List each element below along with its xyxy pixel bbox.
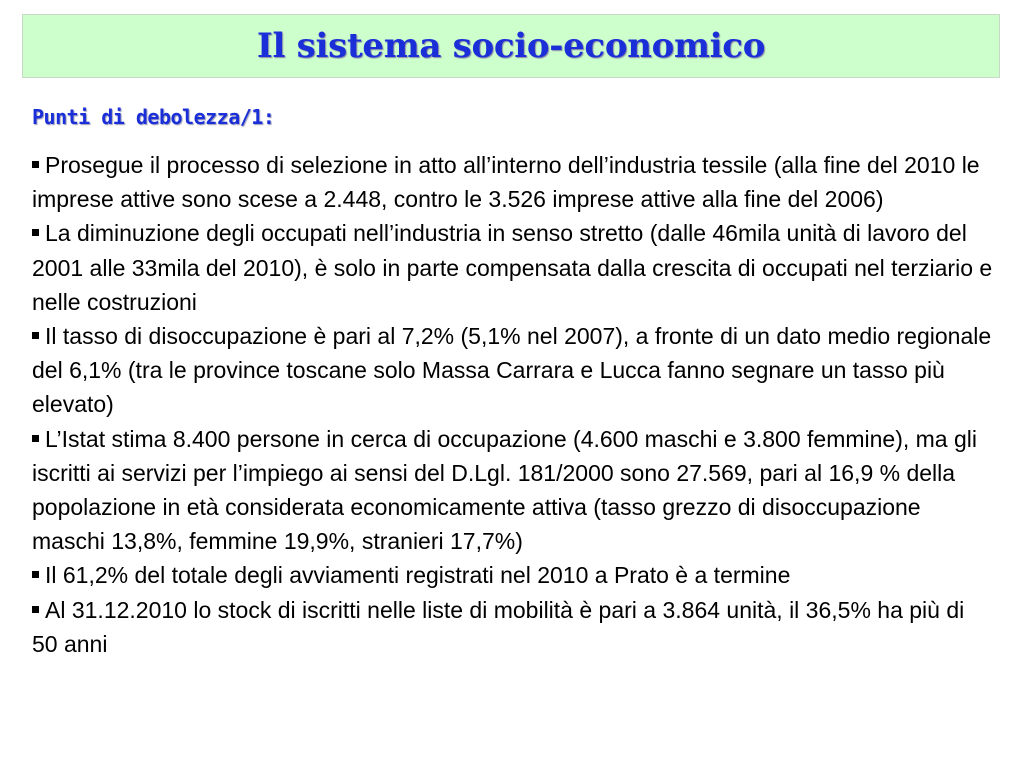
bullet-item [32,593,994,661]
square-bullet-icon [32,435,39,442]
square-bullet-icon [32,229,39,236]
bullet-text: La diminuzione degli occupati nell’industria in senso stretto (dalle 46mila unità di lavoro del 2001 alle 33mila del 2010), è solo in parte compensata dalla crescita di occupati nel terziario e nelle costruzioni [32,220,993,315]
bullet-text: Prosegue il processo di selezione in atto all’interno dell’industria tessile (alla fine del 2010 le imprese attive sono scese a 2.448, contro le 3.526 imprese attive alla fine del 2006) [32,152,980,213]
square-bullet-icon [32,332,39,339]
bullet-item [32,148,994,216]
bullet-text: Al 31.12.2010 lo stock di iscritti nelle liste di mobilità è pari a 3.864 unità, il 36,5% ha più di 50 anni [32,596,965,657]
bullet-item [32,216,994,319]
bullet-text: Il 61,2% del totale degli avviamenti registrati nel 2010 a Prato è a termine [45,562,791,589]
square-bullet-icon [32,161,39,168]
title-banner [22,14,1000,78]
bullet-list [32,148,994,661]
square-bullet-icon [32,606,39,613]
bullet-text: Il tasso di disoccupazione è pari al 7,2% (5,1% nel 2007), a fronte di un dato medio regionale del 6,1% (tra le province toscane solo Massa Carrara e Lucca fanno segnare un tasso più elevato) [32,323,992,418]
square-bullet-icon [32,571,39,578]
slide-title: Il sistema socio-economico [256,26,766,66]
bullet-item [32,319,994,422]
bullet-item [32,422,994,559]
bullet-text: L’Istat stima 8.400 persone in cerca di occupazione (4.600 maschi e 3.800 femmine), ma gli iscritti ai servizi per l’impiego ai sensi del D.Lgl. 181/2000 sono 27.569, pari al 16,9 % della popolazione in età considerata economicamente attiva (tasso grezzo di disoccupazione maschi 13,8%, femmine 19,9%, stranieri 17,7%) [32,425,977,555]
bullet-item [32,558,994,592]
section-subtitle: Punti di debolezza/1: [32,105,275,129]
